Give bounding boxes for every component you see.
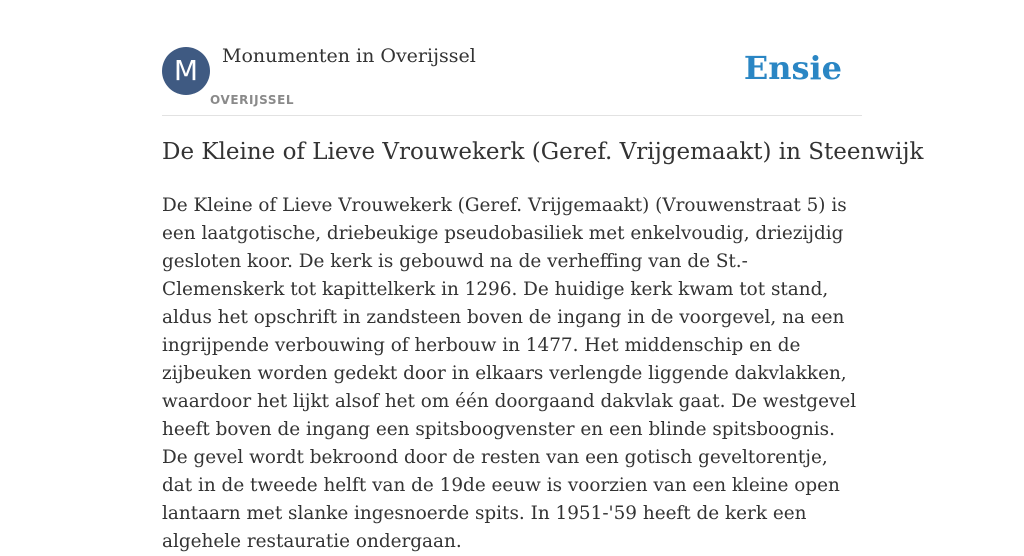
avatar[interactable]: M	[162, 47, 210, 95]
brand-logo[interactable]: Ensie	[743, 49, 842, 87]
article-title: De Kleine of Lieve Vrouwekerk (Geref. Vrijgemaakt) in Steenwijk	[162, 139, 924, 165]
site-header	[162, 0, 862, 116]
header-divider	[162, 115, 862, 116]
article-body: De Kleine of Lieve Vrouwekerk (Geref. Vrijgemaakt) (Vrouwenstraat 5) is een laatgotische, driebeukige pseudobasiliek met enkelvoudig, driezijdig gesloten koor. De kerk is gebouwd na de verheffing van de St.-Clemenskerk tot kapittelkerk in 1296. De huidige kerk kwam tot stand, aldus het opschrift in zandsteen boven de ingang in de voorgevel, na een ingrijpende verbouwing of herbouw in 1477. Het middenschip en de zijbeuken worden gedekt door in elkaars verlengde liggende dakvlakken, waardoor het lijkt alsof het om één doorgaand dakvlak gaat. De westgevel heeft boven de ingang een spitsboogvenster en een blinde spitsboognis. De gevel wordt bekroond door de resten van een gotisch geveltorentje, dat in de tweede helft van de 19de eeuw is voorzien van een kleine open lantaarn met slanke ingesnoerde spits. In 1951-'59 heeft de kerk een algehele restauratie ondergaan.	[162, 195, 857, 552]
category-label[interactable]: OVERIJSSEL	[210, 93, 295, 107]
site-title[interactable]: Monumenten in Overijssel	[222, 45, 476, 67]
